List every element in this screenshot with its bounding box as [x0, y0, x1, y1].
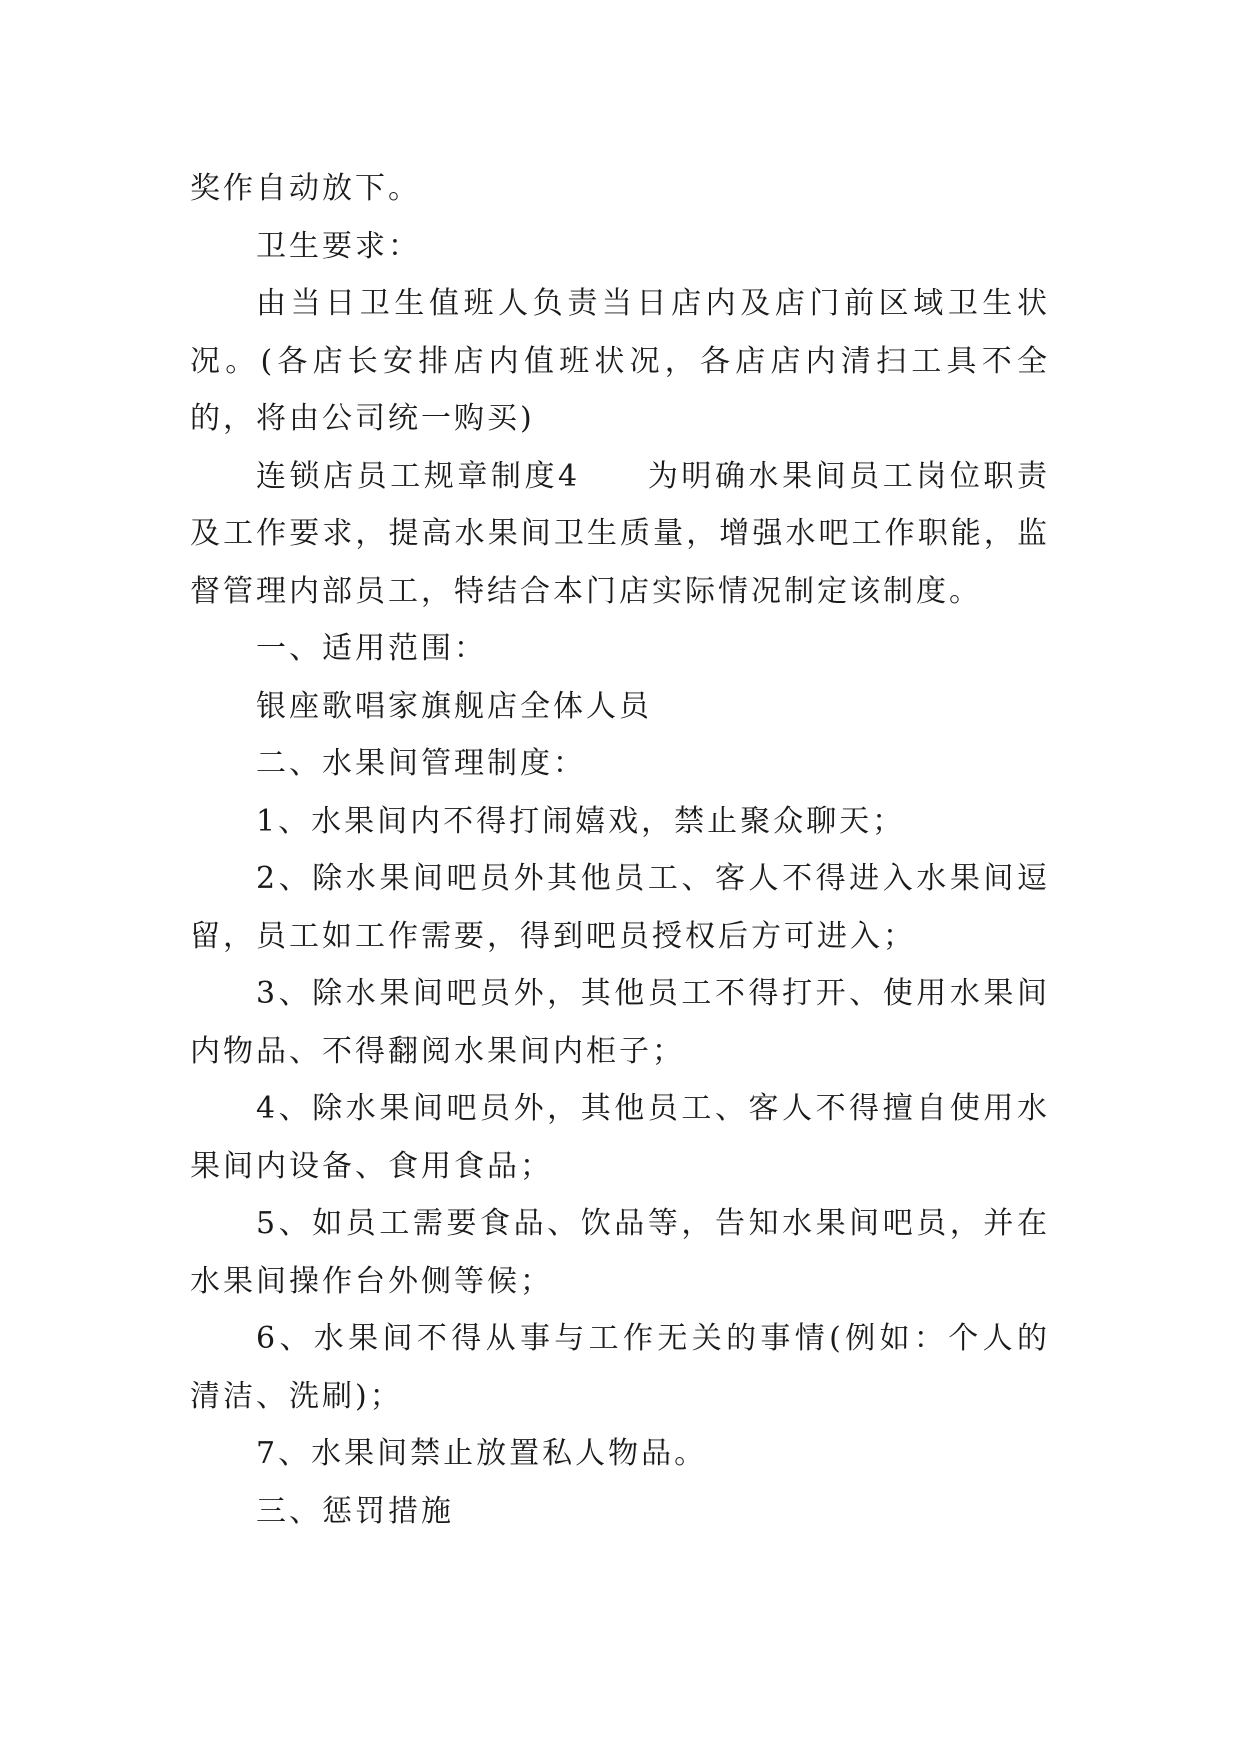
paragraph-9: 2、除水果间吧员外其他员工、客人不得进入水果间逗留，员工如工作需要，得到吧员授权后方可进入；: [190, 861, 1050, 954]
paragraph-13: 6、水果间不得从事与工作无关的事情(例如：个人的清洁、洗刷)；: [190, 1321, 1050, 1414]
paragraph-14: 7、水果间禁止放置私人物品。: [256, 1436, 708, 1471]
paragraph-12: 5、如员工需要食品、饮品等，告知水果间吧员，并在水果间操作台外侧等候；: [190, 1206, 1050, 1299]
paragraph-1: 奖作自动放下。: [190, 171, 421, 206]
paragraph-8: 1、水果间内不得打闹嬉戏，禁止聚众聊天；: [256, 803, 906, 839]
paragraph-15: 三、惩罚措施: [256, 1493, 454, 1529]
paragraph-11: 4、除水果间吧员外，其他员工、客人不得擅自使用水果间内设备、食用食品；: [190, 1091, 1050, 1184]
document-body: [190, 160, 1050, 1540]
paragraph-7: 二、水果间管理制度：: [256, 746, 586, 781]
paragraph-10: 3、除水果间吧员外，其他员工不得打开、使用水果间内物品、不得翻阅水果间内柜子；: [190, 976, 1050, 1069]
paragraph-2: 卫生要求：: [256, 228, 421, 264]
paragraph-5: 一、适用范围：: [256, 631, 487, 666]
paragraph-4: 连锁店员工规章制度4 为明确水果间员工岗位职责及工作要求，提高水果间卫生质量，增强水吧工作职能，监督管理内部员工，特结合本门店实际情况制定该制度。: [190, 458, 1050, 609]
paragraph-3: 由当日卫生值班人负责当日店内及店门前区域卫生状况。(各店长安排店内值班状况，各店店内清扫工具不全的，将由公司统一购买): [190, 286, 1050, 436]
paragraph-6: 银座歌唱家旗舰店全体人员: [256, 688, 652, 724]
